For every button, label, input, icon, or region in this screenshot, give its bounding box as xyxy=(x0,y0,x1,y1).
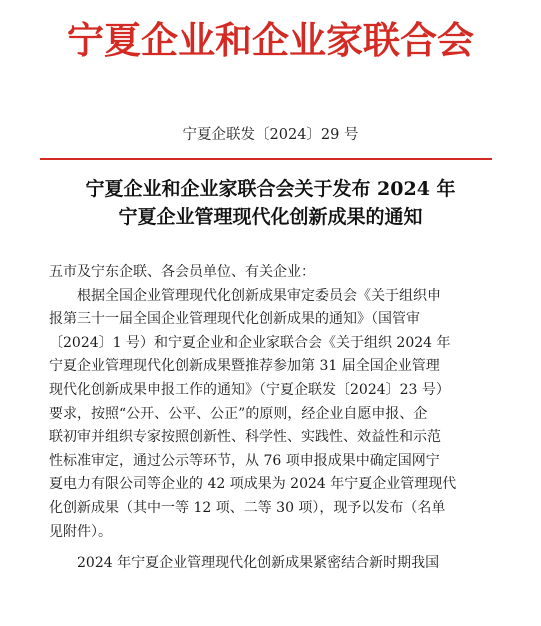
title-line-2: 宁夏企业管理现代化创新成果的通知 xyxy=(118,206,423,228)
red-divider-line xyxy=(40,158,492,160)
paragraph-line: 联初审并组织专家按照创新性、科学性、实践性、效益性和示范 xyxy=(49,429,441,446)
paragraph-line: 见附件）。 xyxy=(49,523,112,540)
paragraph-line: 现代化创新成果申报工作的通知》（宁夏企联发〔2024〕23 号） xyxy=(49,381,450,398)
document-body xyxy=(49,261,501,576)
paragraph-line: 夏电力有限公司等企业的 42 项成果为 2024 年宁夏企业管理现代 xyxy=(49,476,457,493)
paragraph-line: 2024 年宁夏企业管理现代化创新成果紧密结合新时期我国 xyxy=(77,555,440,572)
salutation: 五市及宁东企联、各会员单位、有关企业： xyxy=(49,264,315,280)
paragraph-line: 化创新成果（其中一等 12 项、二等 30 项），现予以发布（名单 xyxy=(49,499,446,516)
paragraph-1 xyxy=(49,285,501,545)
document-title xyxy=(30,175,511,231)
paragraph-line: 要求，按照“公开、公平、公正”的原则，经企业自愿申报、企 xyxy=(49,405,428,422)
document-number: 宁夏企联发〔2024〕29 号 xyxy=(182,127,359,143)
paragraph-line: 性标准审定，通过公示等环节，从 76 项申报成果中确定国网宁 xyxy=(49,452,440,469)
paragraph-2 xyxy=(49,552,501,576)
paragraph-line: 根据全国企业管理现代化创新成果审定委员会《关于组织申 xyxy=(77,287,441,304)
organization-header: 宁夏企业和企业家联合会 xyxy=(67,18,474,62)
paragraph-line: 宁夏企业管理现代化创新成果暨推荐参加第 31 届全国企业管理 xyxy=(49,358,440,375)
paragraph-line: 报第三十一届全国企业管理现代化创新成果的通知》（国管审 xyxy=(49,311,420,328)
paragraph-line: 〔2024〕1 号）和宁夏企业和企业家联合会《关于组织 2024 年 xyxy=(49,334,451,351)
title-line-1: 宁夏企业和企业家联合会关于发布 2024 年 xyxy=(85,178,456,200)
